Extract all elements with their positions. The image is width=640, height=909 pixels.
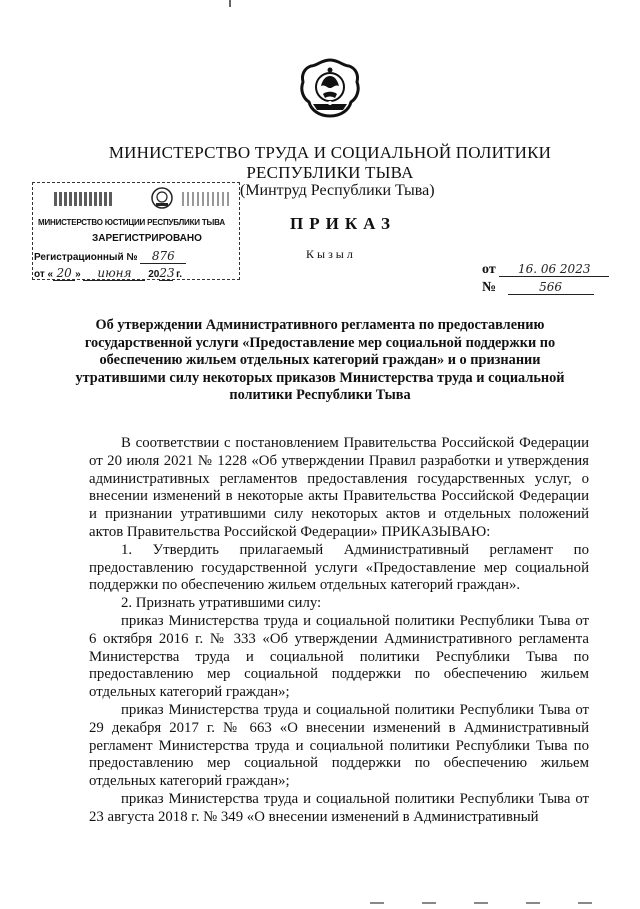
document-title: Об утверждении Административного регламента по предоставлению государственной услуги «Предоставление мер социальной поддержки по обеспечению жильем отдельных категорий граждан» и о признании утратившими силу некоторых приказов Министерства труда и социальной политики Республики Тыва — [75, 317, 565, 403]
order-date — [482, 262, 609, 278]
tuva-emblem-icon — [299, 58, 361, 118]
document-body — [89, 435, 589, 827]
stamp-date-year-prefix: 20 — [148, 269, 160, 280]
body-paragraph-preamble: В соответствии с постановлением Правительства Российской Федерации от 20 июля 2021 № 1228 «Об утверждении Правил разработки и утверждения административных регламентов предоставления государственных услуг, о внесении изменений в некоторые акты Правительства Российской Федерации и признании утратившими силу некоторых актов и отдельных положений актов Правительства Российской Федерации» ПРИКАЗЫВАЮ: — [89, 435, 589, 540]
body-paragraph-repealed-1: приказ Министерства труда и социальной политики Республики Тыва от 6 октября 2016 г. № 333 «Об утверждении Административного регламента Министерства труда и социальной политики Республики Тыва по предоставлению мер социальной поддержки по обеспечению жильем отдельных категорий граждан»; — [89, 612, 589, 701]
ministry-short-name: (Минтруд Республики Тыва) — [240, 182, 435, 199]
stamp-date-day: 20 — [53, 266, 75, 281]
order-date-label: от — [482, 262, 496, 277]
stamp-emblem-icon — [150, 186, 174, 210]
scan-footer-marks — [370, 902, 630, 904]
body-paragraph-item-2: 2. Признать утратившими силу: — [121, 595, 322, 612]
stamp-registration-date — [34, 266, 182, 281]
ministry-name-line2: РЕСПУБЛИКИ ТЫВА — [246, 163, 414, 182]
stamp-reg-label: Регистрационный № — [34, 252, 138, 263]
city-label: Кызыл — [306, 247, 356, 261]
document-type-heading: ПРИКАЗ — [290, 214, 396, 233]
order-number — [482, 280, 594, 296]
body-paragraph-repealed-3: приказ Министерства труда и социальной политики Республики Тыва от 23 августа 2018 г. № 349 «О внесении изменений в Административный — [89, 790, 589, 825]
stamp-header-text-left — [54, 192, 112, 206]
stamp-date-prefix: от « — [34, 269, 54, 280]
stamp-registration-number — [34, 249, 186, 264]
order-date-value: 16. 06 2023 — [499, 262, 609, 277]
order-number-label: № — [482, 280, 497, 295]
stamp-authority: МИНИСТЕРСТВО ЮСТИЦИИ РЕСПУБЛИКИ ТЫВА — [38, 218, 225, 227]
stamp-date-mid: » — [75, 269, 81, 280]
body-paragraph-item-1: 1. Утвердить прилагаемый Административный регламент по предоставлению государственной услуги «Предоставление мер социальной поддержки по обеспечению жильем отдельных категорий граждан». — [89, 541, 589, 594]
stamp-date-year: 23 — [159, 266, 175, 280]
body-paragraph-repealed-2: приказ Министерства труда и социальной политики Республики Тыва от 29 декабря 2017 г. № 663 «О внесении изменений в Административный регламент Министерства труда и социальной политики Республики Тыва по предоставлению мер социальной поддержки по обеспечению жильем отдельных категорий граждан»; — [89, 701, 589, 790]
stamp-header-text-right — [182, 192, 230, 206]
stamp-registered-label: ЗАРЕГИСТРИРОВАНО — [92, 233, 202, 244]
registration-stamp — [32, 182, 242, 280]
scan-mark — [229, 0, 231, 7]
order-number-value: 566 — [508, 280, 594, 295]
stamp-date-suffix: г. — [176, 269, 183, 280]
stamp-date-month: июня — [83, 266, 145, 281]
stamp-reg-number: 876 — [140, 249, 186, 264]
ministry-name-line1: МИНИСТЕРСТВО ТРУДА И СОЦИАЛЬНОЙ ПОЛИТИКИ — [108, 143, 552, 162]
